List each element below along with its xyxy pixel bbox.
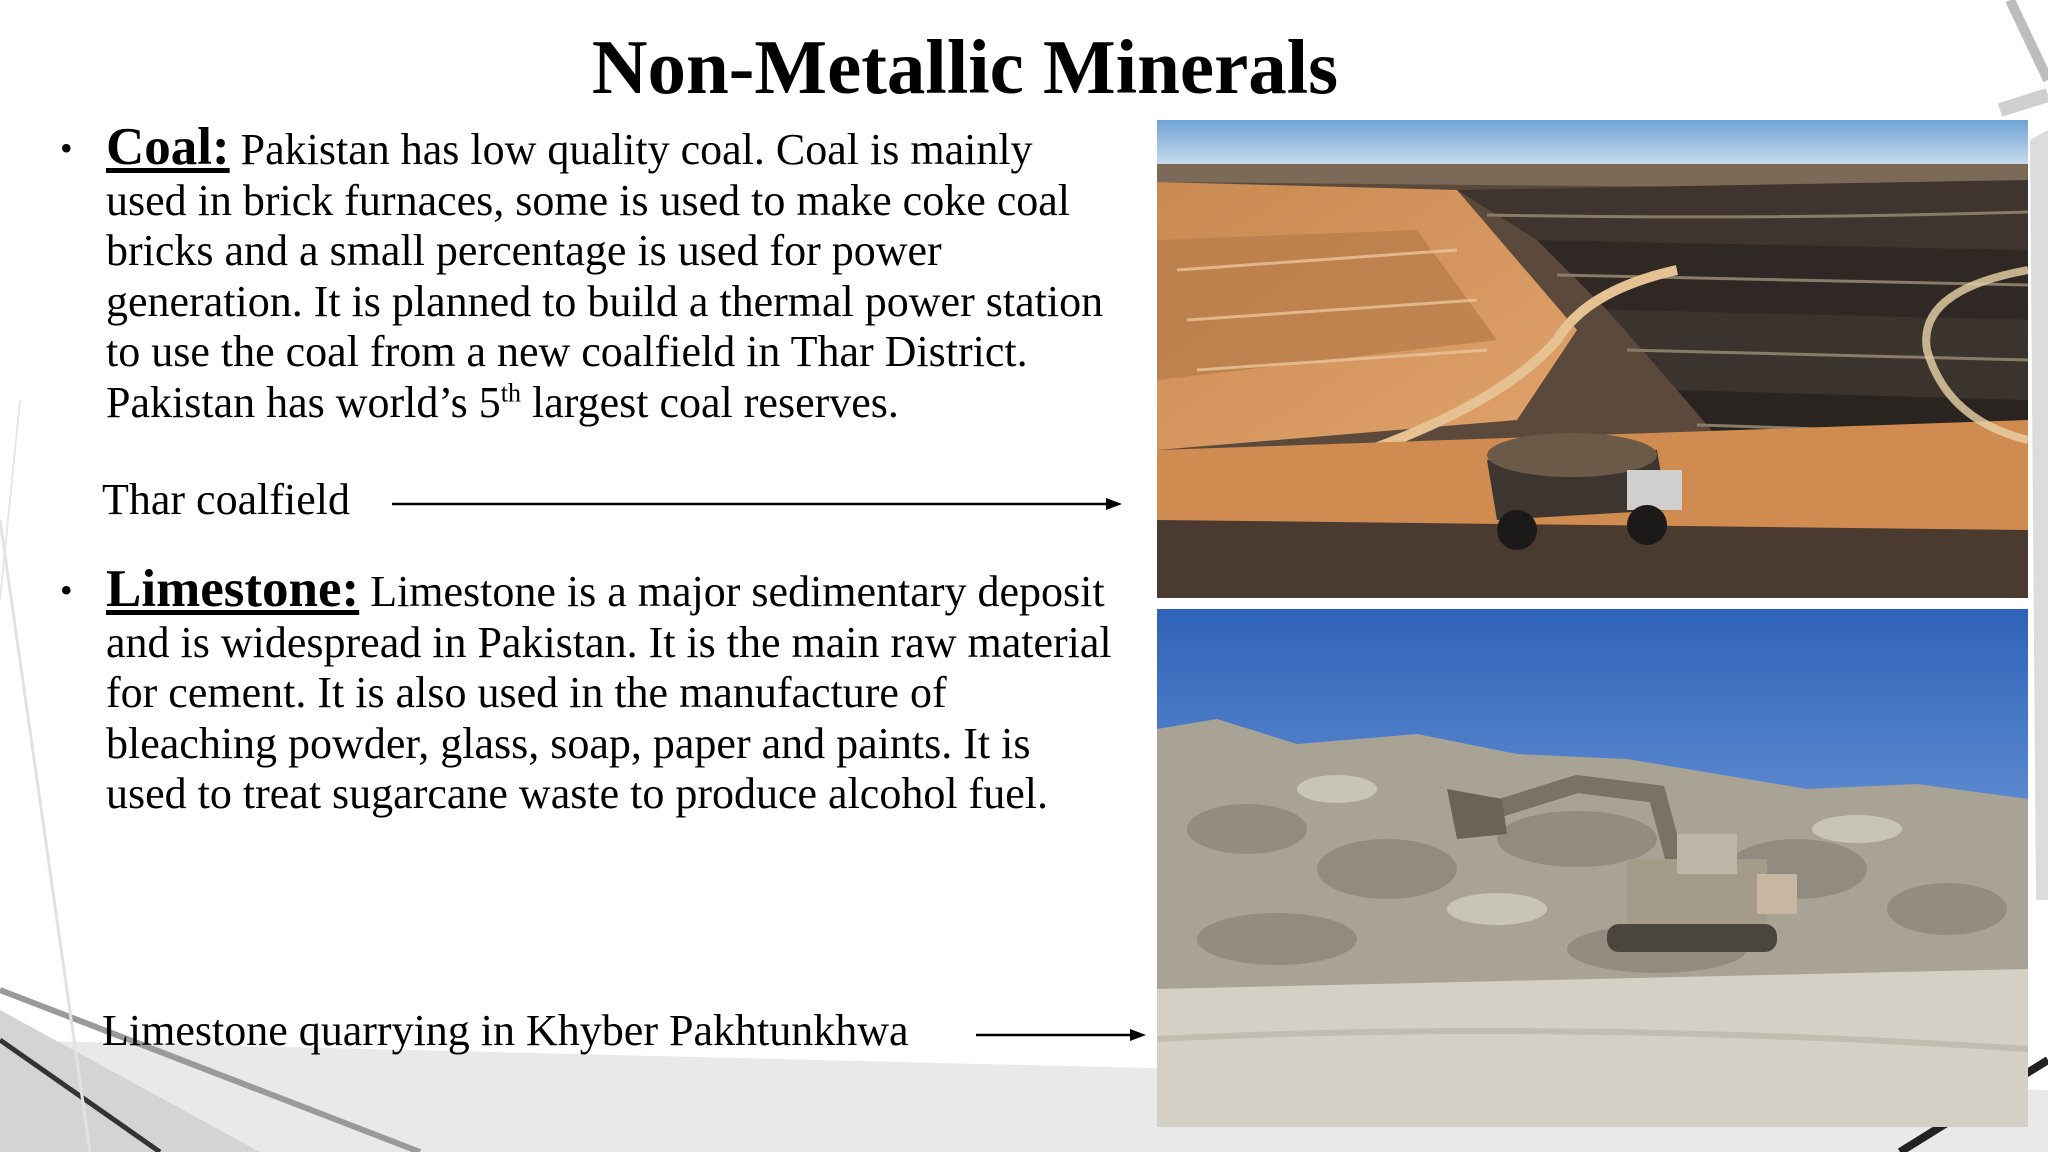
coal-text: Pakistan has low quality coal. Coal is mainly used in brick furnaces, some is used to make coke coal bricks and a small percentage is used for power generation. It is planned to build a thermal power station to use the coal from a new coalfield in Thar District. Pakistan has world’s 5 [106, 125, 1104, 427]
limestone-quarry-caption: Limestone quarrying in Khyber Pakhtunkhwa [102, 1006, 909, 1055]
bullet-dot-icon: • [60, 128, 73, 168]
open-pit-coal-mine-photo [1157, 120, 2028, 598]
coal-text-end: largest coal reserves. [521, 377, 899, 427]
limestone-quarry-excavator-photo [1157, 609, 2028, 1127]
coal-term: Coal: [106, 118, 230, 176]
thar-coalfield-caption: Thar coalfield [102, 475, 350, 524]
limestone-text: Limestone is a major sedimentary deposit and is widespread in Pakistan. It is the main raw material for cement. It is also used in the manufacture of bleaching powder, glass, soap, paper and paints. It is used to treat sugarcane waste to produce alcohol fuel. [106, 567, 1112, 818]
coal-ordinal-suffix: th [500, 377, 521, 407]
bullet-dot-icon: • [60, 570, 73, 610]
limestone-paragraph [106, 560, 1120, 820]
coal-paragraph [106, 118, 1120, 428]
slide-title: Non-Metallic Minerals [591, 24, 1339, 110]
coal-bullet [60, 118, 1120, 428]
limestone-term: Limestone: [106, 560, 360, 618]
arrow-right-icon [976, 1025, 1146, 1045]
arrow-right-icon [392, 494, 1122, 514]
limestone-bullet [60, 560, 1120, 820]
